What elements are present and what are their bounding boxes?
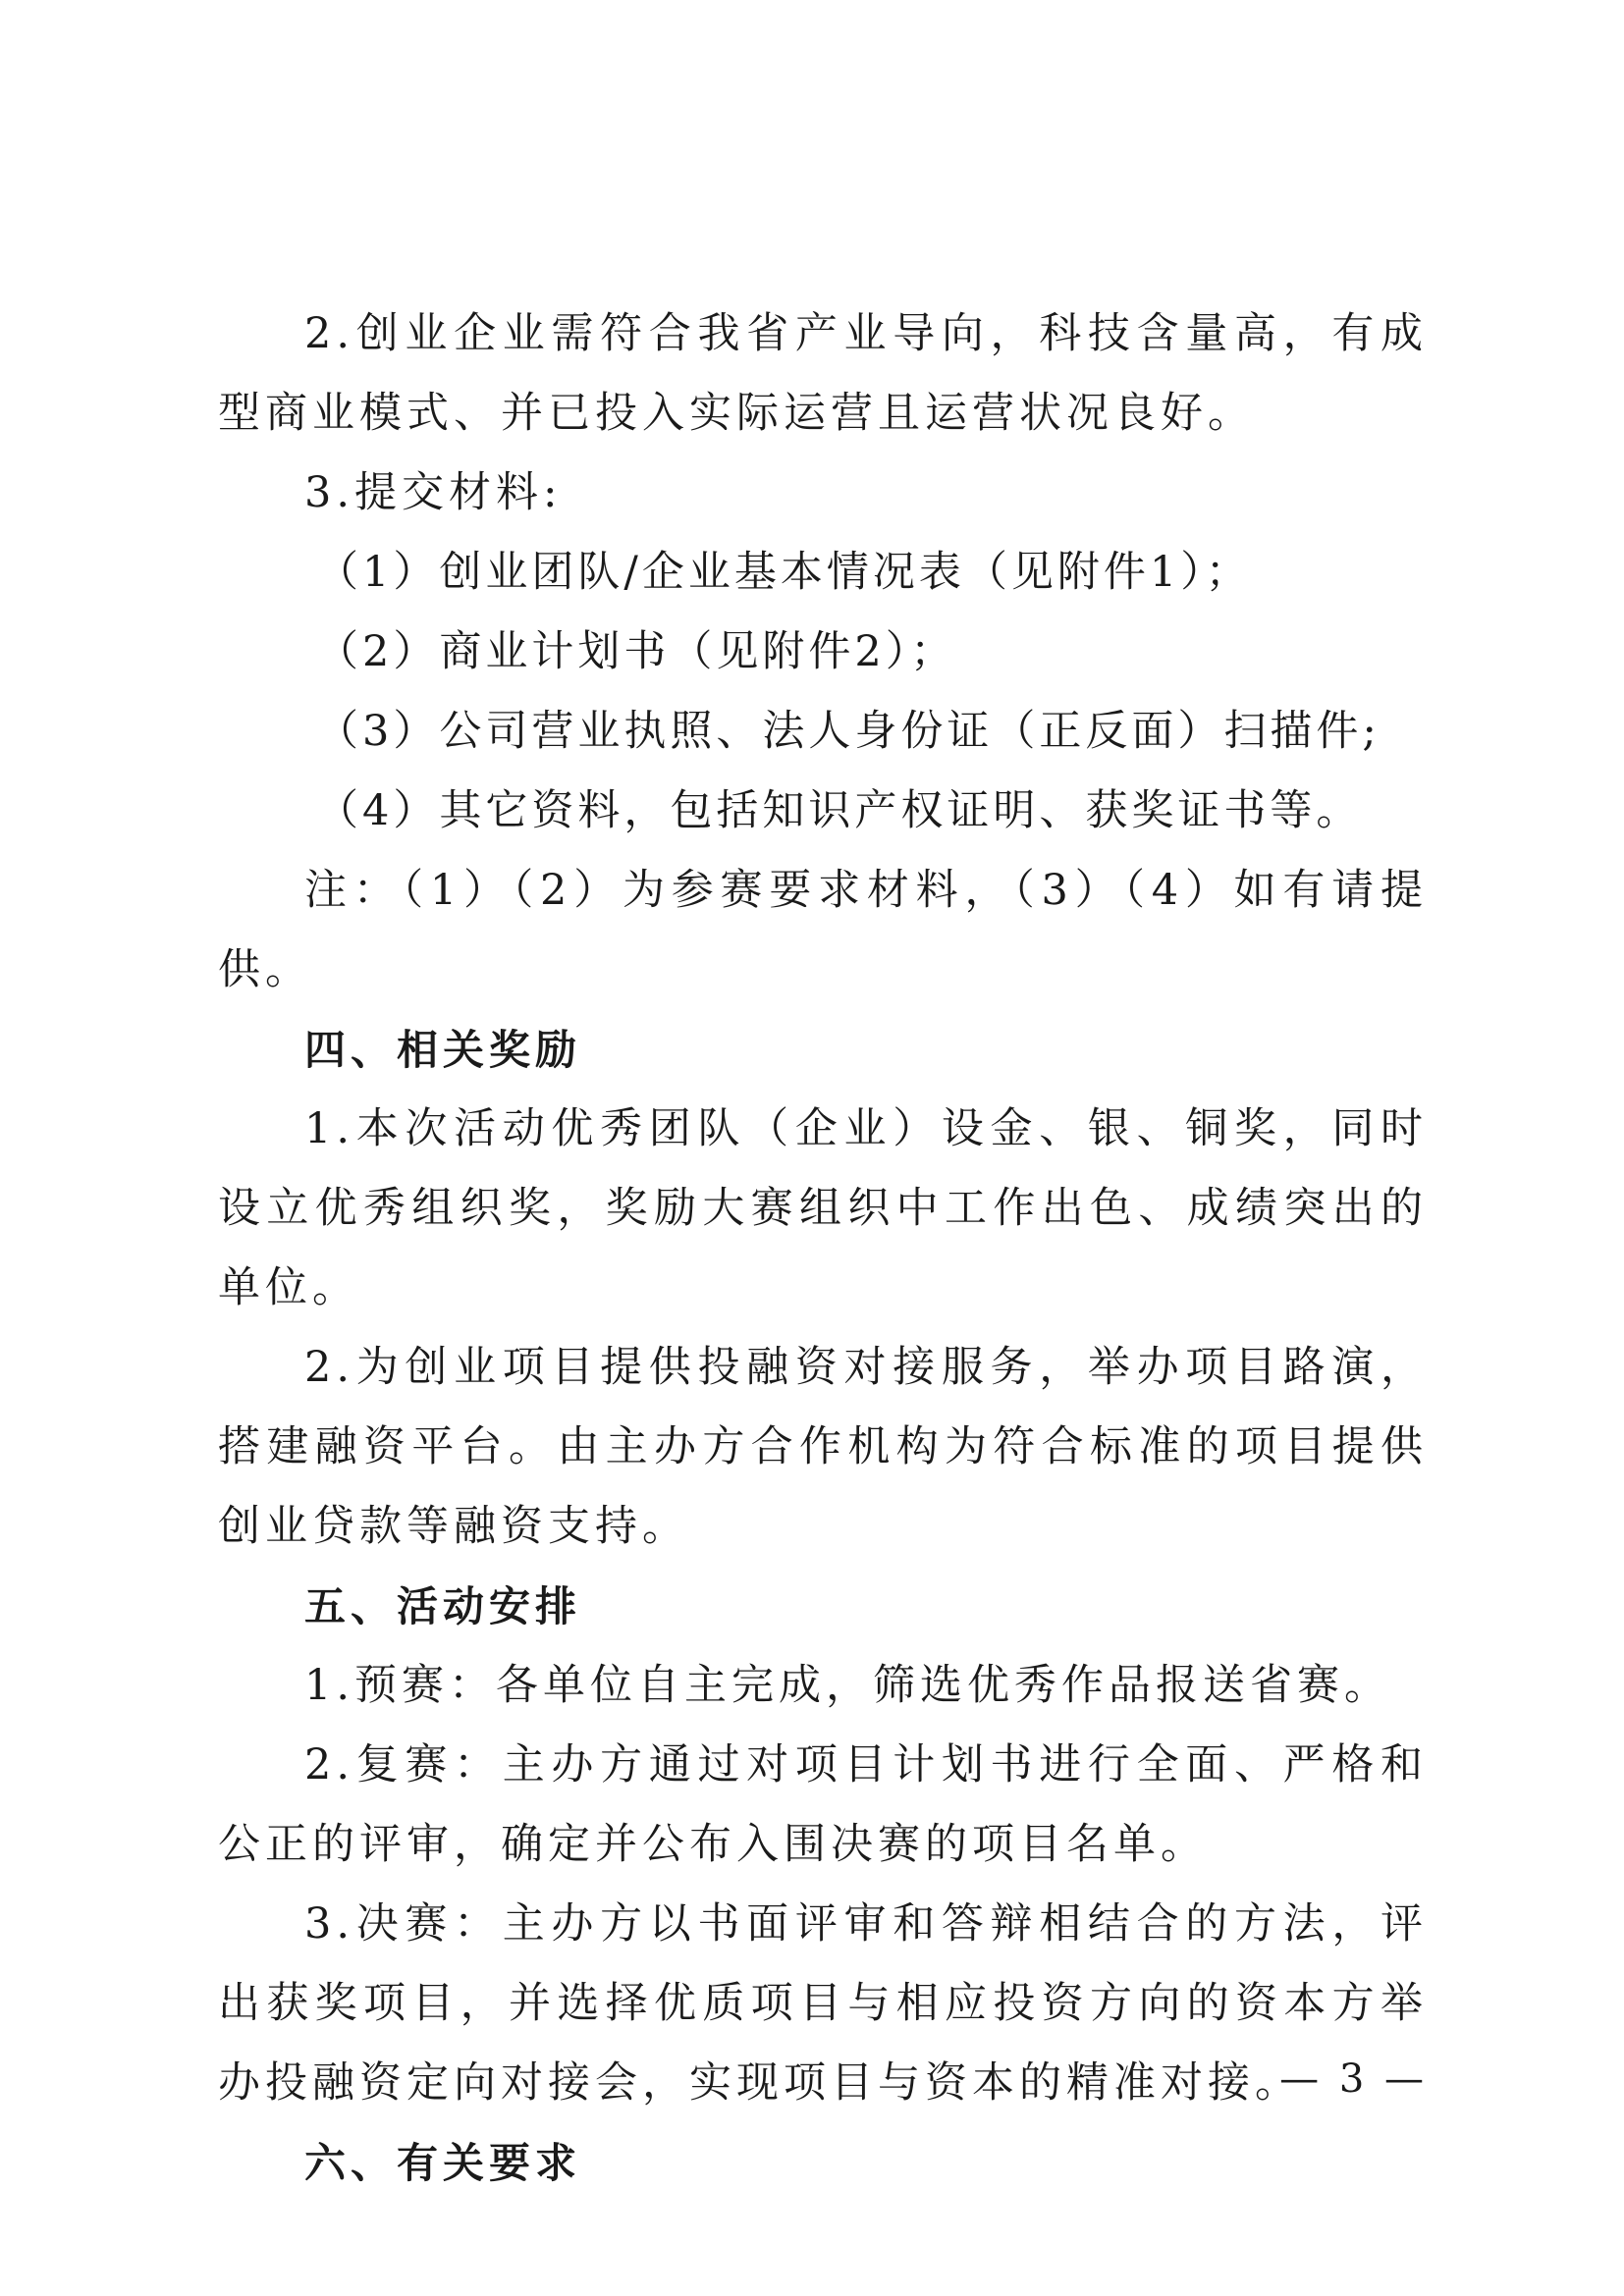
paragraph-schedule-semifinal: 2.复赛：主办方通过对项目计划书进行全面、严格和公正的评审，确定并公布入围决赛的项目名单。: [218, 1740, 1428, 1869]
paragraph-rewards-2: 2.为创业项目提供投融资对接服务，举办项目路演，搭建融资平台。由主办方合作机构为符合标准的项目提供创业贷款等融资支持。: [218, 1343, 1428, 1551]
page-number: — 3 —: [1279, 2056, 1428, 2102]
materials-item-3: （3）公司营业执照、法人身份证（正反面）扫描件;: [316, 707, 1380, 756]
materials-item-1: （1）创业团队/企业基本情况表（见附件1）；: [316, 548, 1252, 597]
section-heading-schedule: 五、活动安排: [304, 1582, 582, 1630]
paragraph-enterprise-requirement: 2.创业企业需符合我省产业导向，科技含量高，有成型商业模式、并已投入实际运营且运营状况良好。: [218, 309, 1428, 438]
materials-item-2: （2）商业计划书（见附件2）；: [316, 627, 957, 676]
section-heading-rewards: 四、相关奖励: [304, 1026, 582, 1074]
document-body: [218, 294, 1428, 2203]
paragraph-materials-heading: 3.提交材料:: [304, 468, 563, 517]
materials-note: 注：（1）（2）为参赛要求材料，（3）（4）如有请提供。: [218, 866, 1428, 994]
paragraph-rewards-1: 1.本次活动优秀团队（企业）设金、银、铜奖，同时设立优秀组织奖，奖励大赛组织中工作出色、成绩突出的单位。: [218, 1104, 1428, 1312]
paragraph-schedule-final: 3.决赛：主办方以书面评审和答辩相结合的方法，评出获奖项目，并选择优质项目与相应投资方向的资本方举办投融资定向对接会，实现项目与资本的精准对接。: [218, 1899, 1428, 2108]
paragraph-schedule-preliminary: 1.预赛：各单位自主完成，筛选优秀作品报送省赛。: [304, 1661, 1392, 1710]
materials-item-4: （4）其它资料，包括知识产权证明、获奖证书等。: [316, 786, 1363, 835]
section-heading-requirements: 六、有关要求: [304, 2139, 582, 2187]
